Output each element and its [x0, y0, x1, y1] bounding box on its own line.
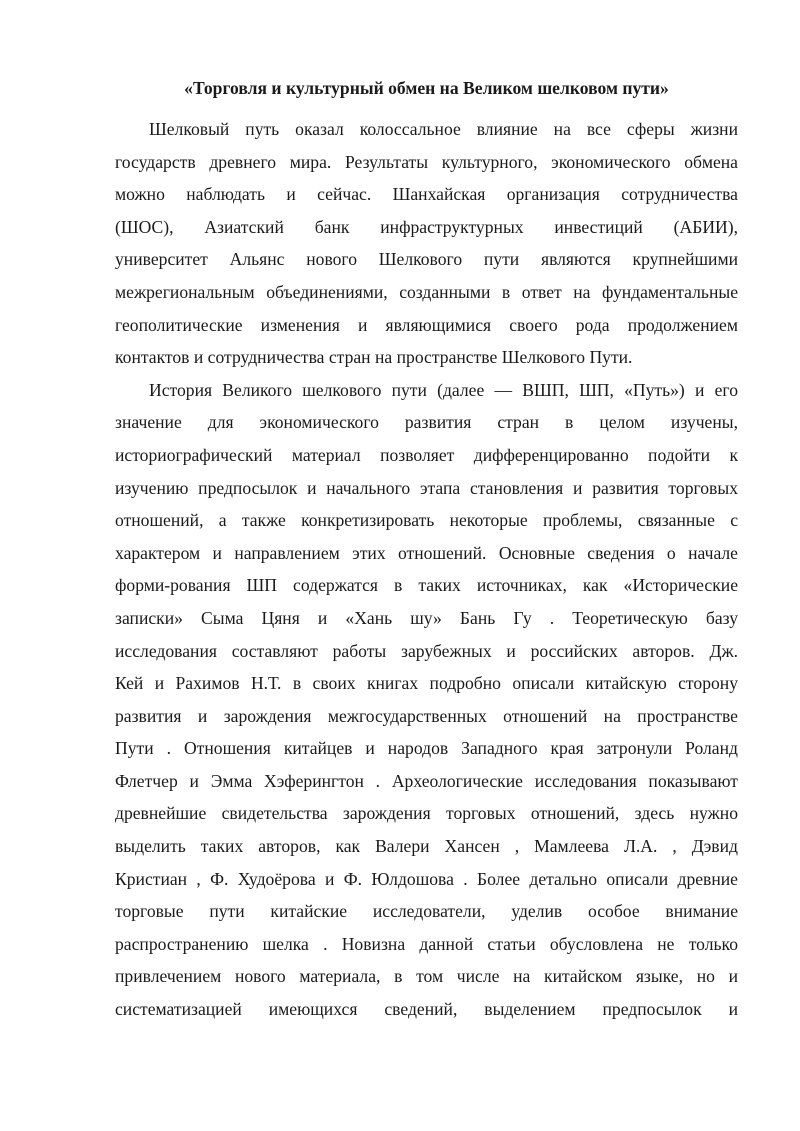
document-page	[115, 72, 738, 1026]
text-line: изучению предпосылок и начального этапа становления и развития торговых	[115, 477, 738, 498]
paragraph-2	[115, 374, 738, 1026]
text-line: История Великого шелкового пути (далее — ВШП, ШП, «Путь») и его	[149, 379, 738, 400]
text-line: Кристиан , Ф. Худоёрова и Ф. Юлдошова . Более детально описали древние	[115, 868, 738, 889]
text-line: государств древнего мира. Результаты культурного, экономического обмена	[115, 151, 738, 172]
text-line: историографический материал позволяет дифференцированно подойти к	[115, 444, 738, 465]
text-line: (ШОС), Азиатский банк инфраструктурных инвестиций (АБИИ),	[115, 216, 738, 237]
text-line: Шелковый путь оказал колоссальное влияние на все сферы жизни	[149, 119, 738, 139]
text-line: развития и зарождения межгосударственных отношений на пространстве	[115, 705, 738, 726]
text-line: Флетчер и Эмма Хэферингтон . Археологические исследования показывают	[115, 770, 738, 791]
text-line: контактов и сотрудничества стран на пространстве Шелкового Пути.	[115, 347, 633, 368]
text-line: можно наблюдать и сейчас. Шанхайская организация сотрудничества	[115, 184, 738, 205]
text-line: отношений, а также конкретизировать некоторые проблемы, связанные с	[115, 510, 738, 531]
text-line: университет Альянс нового Шелкового пути являются крупнейшими	[115, 249, 738, 270]
text-line: межрегиональным объединениями, созданными в ответ на фундаментальные	[115, 281, 738, 302]
text-line: форми-рования ШП содержатся в таких источниках, как «Исторические	[115, 575, 738, 596]
text-line: древнейшие свидетельства зарождения торговых отношений, здесь нужно	[115, 803, 738, 824]
text-line: систематизацией имеющихся сведений, выделением предпосылок и	[115, 999, 738, 1020]
text-line: геополитические изменения и являющимися своего рода продолжением	[115, 314, 738, 335]
text-line: Пути . Отношения китайцев и народов Западного края затронули Роланд	[115, 738, 738, 759]
text-line: характером и направлением этих отношений. Основные сведения о начале	[115, 542, 738, 563]
text-line: исследования составляют работы зарубежных и российских авторов. Дж.	[115, 640, 738, 661]
document-title: «Торговля и культурный обмен на Великом шелковом пути»	[184, 78, 669, 98]
text-line: Кей и Рахимов Н.Т. в своих книгах подробно описали китайскую сторону	[115, 673, 738, 694]
paragraph-1	[115, 113, 738, 374]
text-line: распространению шелка . Новизна данной статьи обусловлена не только	[115, 933, 738, 954]
text-line: выделить таких авторов, как Валери Хансен , Мамлеева Л.А. , Дэвид	[115, 836, 738, 857]
text-line: записки» Сыма Цяня и «Хань шу» Бань Гу . Теоретическую базу	[115, 607, 738, 628]
text-line: привлечением нового материала, в том числе на китайском языке, но и	[115, 966, 738, 987]
text-line: торговые пути китайские исследователи, уделив особое внимание	[115, 901, 738, 922]
text-line: значение для экономического развития стран в целом изучены,	[115, 412, 738, 433]
